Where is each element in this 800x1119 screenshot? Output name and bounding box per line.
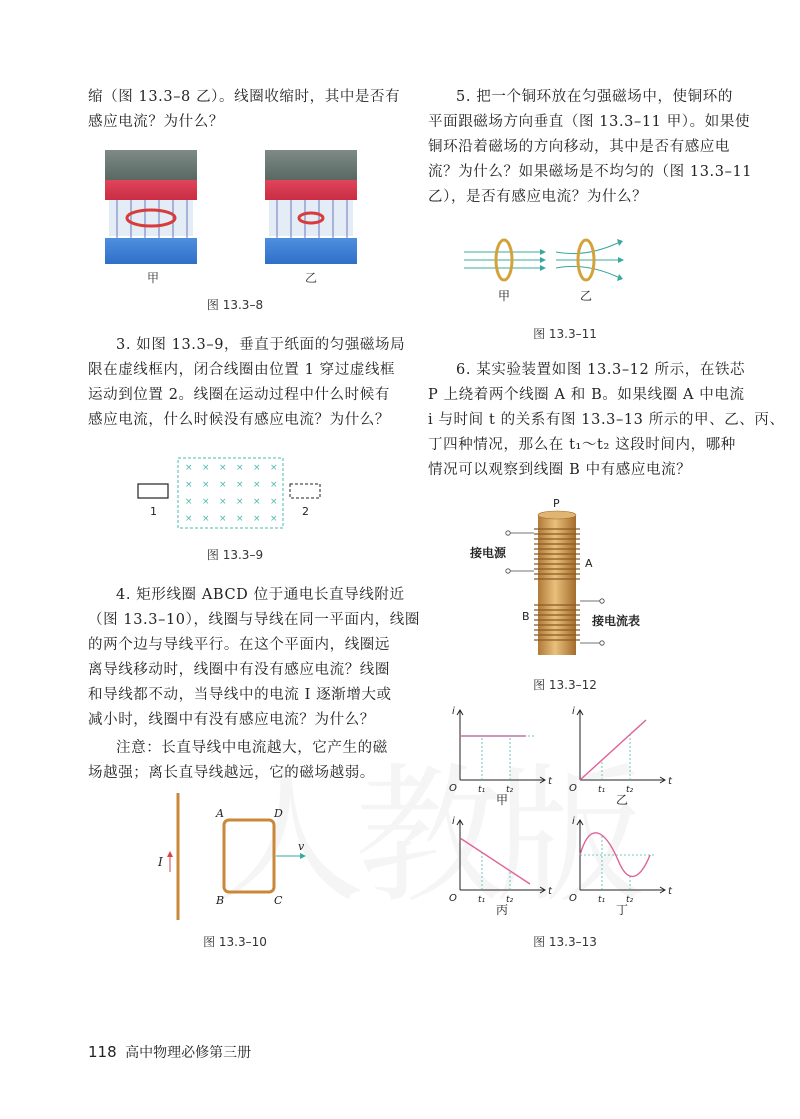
text-line: 4. 矩形线圈 ABCD 位于通电长直导线附近 bbox=[116, 587, 405, 603]
text-line: i 与时间 t 的关系有图 13.3–13 所示的甲、乙、丙、 bbox=[428, 412, 785, 428]
caption-fig-13-3-9: 图 13.3–9 bbox=[206, 548, 264, 562]
origin-label: O bbox=[569, 893, 577, 904]
svg-text:×: × bbox=[253, 514, 261, 524]
axis-i-label: i bbox=[452, 706, 455, 717]
panel-label: 丁 bbox=[616, 903, 629, 917]
text-line: 铜环沿着磁场的方向移动，其中是否有感应电 bbox=[428, 139, 730, 155]
axis-t-label: t bbox=[668, 886, 672, 897]
vertex-a: A bbox=[216, 807, 224, 820]
current-curve-2 bbox=[460, 838, 530, 884]
panel-label: 丙 bbox=[496, 903, 509, 917]
text-line: 平面跟磁场方向垂直（图 13.3–11 甲）。如果使 bbox=[428, 114, 751, 130]
figure-13-3-12 bbox=[470, 495, 650, 660]
nonuniform-field-lines bbox=[556, 242, 620, 278]
coil-position-1 bbox=[138, 484, 168, 498]
svg-text:×: × bbox=[270, 514, 278, 524]
page-number: 118 bbox=[88, 1043, 117, 1061]
caption-fig-13-3-11: 图 13.3–11 bbox=[533, 327, 597, 341]
text-line: 感应电流？为什么？ bbox=[88, 114, 224, 130]
text-line: 限在虚线框内，闭合线圈由位置 1 穿过虚线框 bbox=[88, 362, 396, 378]
text-line: 6. 某实验装置如图 13.3–12 所示，在铁芯 bbox=[456, 362, 746, 378]
text-line: 减小时，线圈中有没有感应电流？为什么？ bbox=[88, 712, 375, 728]
svg-text:×: × bbox=[270, 480, 278, 490]
svg-text:×: × bbox=[253, 463, 261, 473]
vertex-d: D bbox=[274, 807, 283, 820]
svg-text:×: × bbox=[202, 480, 210, 490]
figure-13-3-10 bbox=[150, 790, 330, 925]
fig8-label-a: 甲 bbox=[147, 271, 160, 285]
svg-text:×: × bbox=[185, 497, 193, 507]
text-line: 3. 如图 13.3–9，垂直于纸面的匀强磁场局 bbox=[116, 337, 406, 353]
panel-label: 甲 bbox=[496, 793, 509, 807]
paragraph-q5 bbox=[428, 85, 752, 210]
text-line: 情况可以观察到线圈 B 中有感应电流？ bbox=[428, 462, 692, 478]
book-title: 高中物理必修第三册 bbox=[125, 1045, 252, 1061]
text-line: 运动到位置 2。线圈在运动过程中什么时候有 bbox=[88, 387, 390, 403]
svg-text:×: × bbox=[236, 514, 244, 524]
magnet-right bbox=[265, 150, 357, 264]
paragraph-q2-end bbox=[88, 85, 400, 135]
svg-text:×: × bbox=[270, 463, 278, 473]
origin-label: O bbox=[569, 783, 577, 794]
text-line: 乙），是否有感应电流？为什么？ bbox=[428, 189, 648, 205]
text-line: （图 13.3–10），线圈与导线在同一平面内，线圈 bbox=[88, 612, 420, 628]
power-label: 接电源 bbox=[470, 546, 507, 560]
coil-a-label: A bbox=[585, 557, 593, 570]
coil-position-2 bbox=[290, 484, 320, 498]
svg-text:×: × bbox=[219, 480, 227, 490]
iron-core bbox=[538, 515, 576, 655]
svg-text:×: × bbox=[202, 463, 210, 473]
text-line: 5. 把一个铜环放在匀强磁场中，使铜环的 bbox=[456, 89, 733, 105]
svg-text:×: × bbox=[202, 514, 210, 524]
uniform-field-lines bbox=[464, 252, 542, 268]
text-line: 离导线移动时，线圈中有没有感应电流？线圈 bbox=[88, 662, 390, 678]
svg-text:×: × bbox=[219, 497, 227, 507]
vertex-b: B bbox=[216, 894, 225, 907]
field-crosses bbox=[185, 463, 278, 524]
svg-text:×: × bbox=[253, 497, 261, 507]
current-label: I bbox=[158, 855, 163, 869]
text-line: 缩（图 13.3–8 乙）。线圈收缩时，其中是否有 bbox=[88, 89, 401, 105]
page-footer bbox=[88, 1042, 251, 1062]
axis-i-label: i bbox=[452, 816, 455, 827]
axis-t-label: t bbox=[668, 776, 672, 787]
origin-label: O bbox=[449, 893, 457, 904]
t1-label: t₁ bbox=[598, 895, 606, 905]
pos2-label: 2 bbox=[302, 505, 309, 518]
caption-fig-13-3-12: 图 13.3–12 bbox=[533, 678, 597, 692]
t2-label: t₂ bbox=[626, 785, 634, 795]
fig8-label-b: 乙 bbox=[305, 271, 318, 285]
axis-t-label: t bbox=[548, 886, 552, 897]
velocity-label: v bbox=[298, 840, 305, 853]
svg-text:×: × bbox=[202, 497, 210, 507]
origin-label: O bbox=[449, 783, 457, 794]
svg-text:×: × bbox=[185, 463, 193, 473]
t1-label: t₁ bbox=[478, 785, 486, 795]
text-line: 流？为什么？如果磁场是不均匀的（图 13.3–11 bbox=[428, 164, 753, 180]
paragraph-note bbox=[88, 736, 388, 786]
paragraph-q3 bbox=[88, 333, 405, 433]
t1-label: t₁ bbox=[598, 785, 606, 795]
caption-fig-13-3-13: 图 13.3–13 bbox=[533, 935, 597, 949]
svg-text:×: × bbox=[253, 480, 261, 490]
caption-fig-13-3-10: 图 13.3–10 bbox=[203, 935, 267, 949]
figure-13-3-11 bbox=[460, 230, 630, 308]
caption-fig-13-3-8: 图 13.3–8 bbox=[206, 298, 264, 312]
current-curve-3 bbox=[580, 833, 650, 877]
t2-label: t₂ bbox=[506, 895, 514, 905]
text-line: 的两个边与导线平行。在这个平面内，线圈远 bbox=[88, 637, 390, 653]
coil-b-label: B bbox=[522, 610, 530, 623]
text-line: P 上绕着两个线圈 A 和 B。如果线圈 A 中电流 bbox=[428, 387, 745, 403]
paragraph-q6 bbox=[428, 358, 785, 483]
text-line: 和导线都不动，当导线中的电流 I 逐渐增大或 bbox=[88, 687, 392, 703]
text-line: 丁四种情况，那么在 t₁～t₂ 这段时间内，哪种 bbox=[428, 437, 736, 453]
axis-t-label: t bbox=[548, 776, 552, 787]
text-line: 感应电流，什么时候没有感应电流？为什么？ bbox=[88, 412, 390, 428]
panel-label: 乙 bbox=[616, 793, 629, 807]
axis-i-label: i bbox=[572, 816, 575, 827]
svg-text:×: × bbox=[185, 514, 193, 524]
text-line: 注意：长直导线中电流越大，它产生的磁 bbox=[116, 740, 388, 756]
axis-i-label: i bbox=[572, 706, 575, 717]
text-line: 场越强；离长直导线越远，它的磁场越弱。 bbox=[88, 765, 375, 781]
magnet-left bbox=[105, 150, 197, 264]
figure-13-3-13 bbox=[440, 700, 700, 930]
ammeter-label: 接电流表 bbox=[592, 614, 641, 628]
core-label-p: P bbox=[553, 497, 560, 510]
t1-label: t₁ bbox=[478, 895, 486, 905]
rectangular-coil bbox=[224, 820, 274, 892]
fig11-label-b: 乙 bbox=[580, 289, 593, 303]
svg-text:×: × bbox=[236, 480, 244, 490]
svg-text:×: × bbox=[236, 463, 244, 473]
figure-13-3-8 bbox=[95, 148, 370, 288]
current-curve-1 bbox=[580, 720, 646, 780]
svg-text:×: × bbox=[236, 497, 244, 507]
t2-label: t₂ bbox=[626, 895, 634, 905]
svg-text:×: × bbox=[270, 497, 278, 507]
svg-text:×: × bbox=[219, 463, 227, 473]
t2-label: t₂ bbox=[506, 785, 514, 795]
svg-text:×: × bbox=[219, 514, 227, 524]
figure-13-3-9 bbox=[130, 455, 350, 535]
pos1-label: 1 bbox=[150, 505, 157, 518]
magnetic-field-region bbox=[178, 458, 283, 528]
vertex-c: C bbox=[274, 894, 283, 907]
paragraph-q4 bbox=[88, 583, 420, 733]
svg-text:×: × bbox=[185, 480, 193, 490]
fig11-label-a: 甲 bbox=[498, 289, 511, 303]
